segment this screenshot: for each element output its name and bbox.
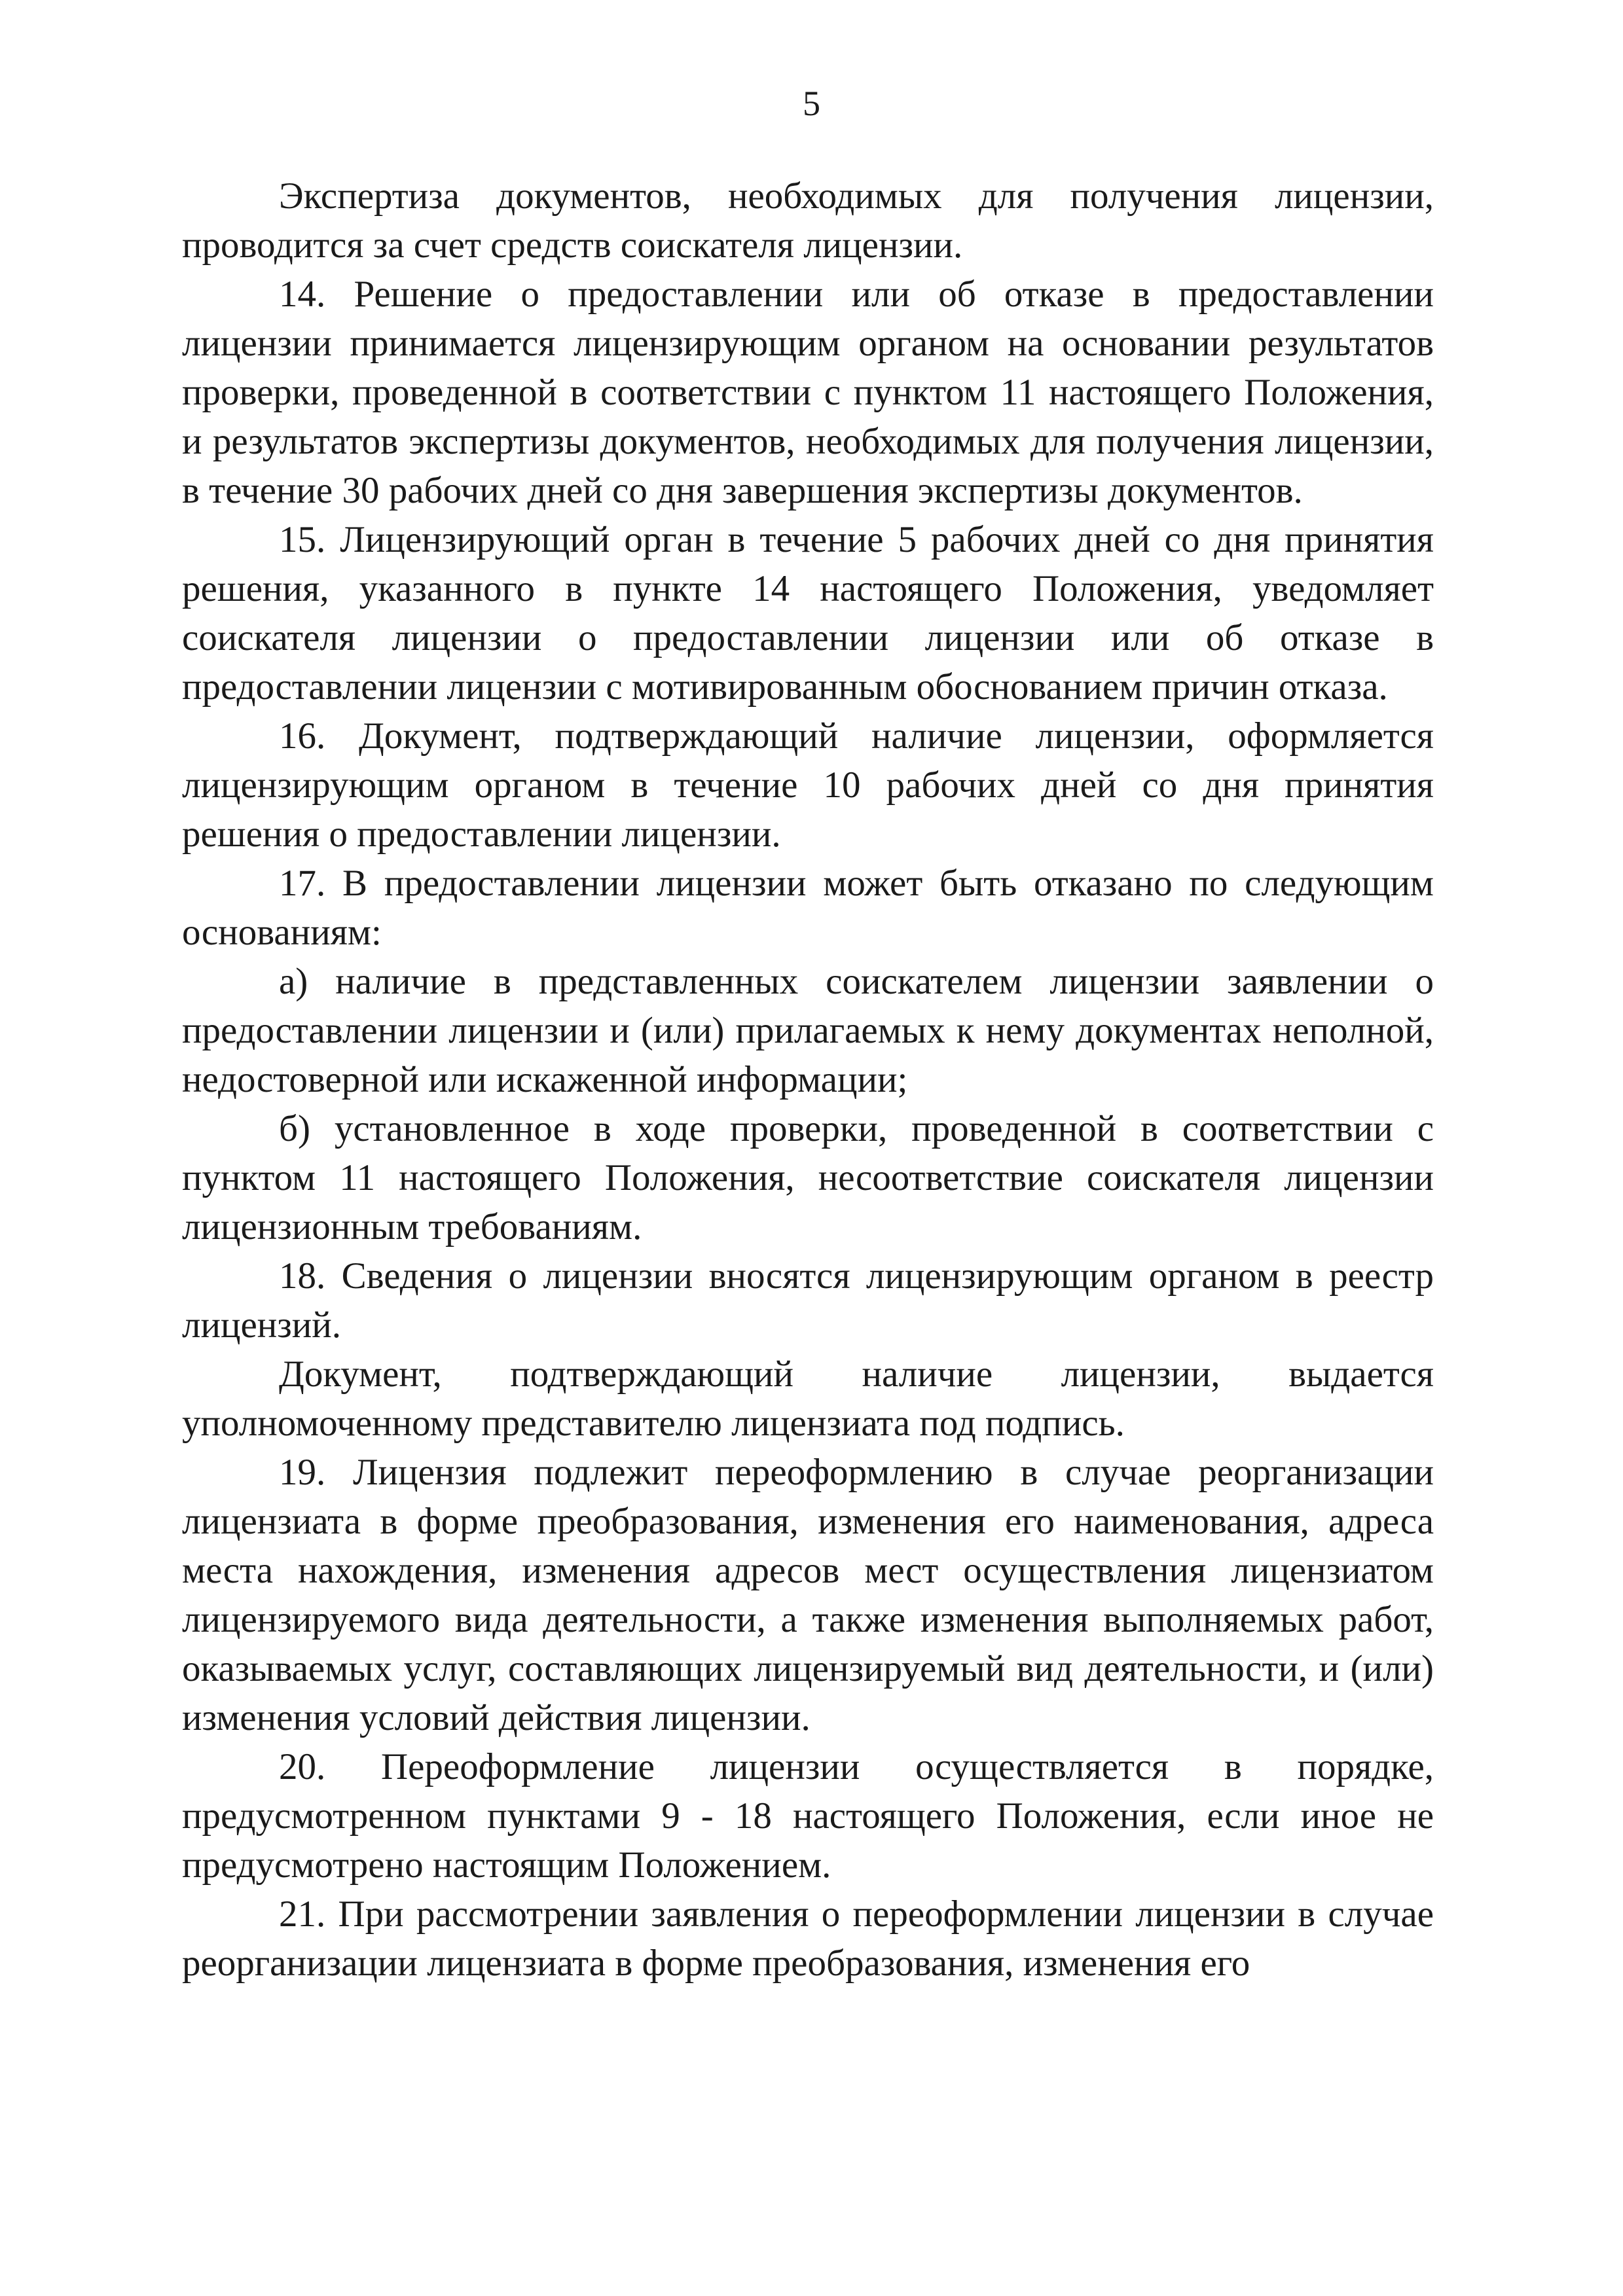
paragraph-18-document: Документ, подтверждающий наличие лицензии, выдается уполномоченному представителю лицензиата под подпись. [182, 1354, 1434, 1444]
paragraph-14: 14. Решение о предоставлении или об отказе в предоставлении лицензии принимается лицензирующим органом на основании результатов проверки, проведенной в соответствии с пунктом 11 настоящего Положения, и результатов экспертизы документов, необходимых для получения лицензии, в течение 30 рабочих дней со дня завершения экспертизы документов. [182, 274, 1434, 511]
paragraph-20: 20. Переоформление лицензии осуществляется в порядке, предусмотренном пунктами 9 - 18 настоящего Положения, если иное не предусмотрено настоящим Положением. [182, 1746, 1434, 1886]
page-number: 5 [803, 84, 820, 123]
paragraph-16: 16. Документ, подтверждающий наличие лицензии, оформляется лицензирующим органом в течение 10 рабочих дней со дня принятия решения о предоставлении лицензии. [182, 715, 1434, 855]
paragraph-18: 18. Сведения о лицензии вносятся лицензирующим органом в реестр лицензий. [182, 1255, 1434, 1346]
paragraph-17-b: б) установленное в ходе проверки, проведенной в соответствии с пунктом 11 настоящего Положения, несоответствие соискателя лицензии лицензионным требованиям. [182, 1108, 1434, 1247]
paragraph-expertise-cost: Экспертиза документов, необходимых для получения лицензии, проводится за счет средств соискателя лицензии. [182, 175, 1434, 266]
paragraph-17-a: а) наличие в представленных соискателем лицензии заявлении о предоставлении лицензии и (или) прилагаемых к нему документах неполной, недостоверной или искаженной информации; [182, 961, 1434, 1100]
paragraph-19: 19. Лицензия подлежит переоформлению в случае реорганизации лицензиата в форме преобразования, изменения его наименования, адреса места нахождения, изменения адресов мест осуществления лицензиатом лицензируемого вида деятельности, а также изменения выполняемых работ, оказываемых услуг, составляющих лицензируемый вид деятельности, и (или) изменения условий действия лицензии. [182, 1452, 1434, 1738]
document-body [182, 171, 1434, 1988]
paragraph-15: 15. Лицензирующий орган в течение 5 рабочих дней со дня принятия решения, указанного в пункте 14 настоящего Положения, уведомляет соискателя лицензии о предоставлении лицензии или об отказе в предоставлении лицензии с мотивированным обоснованием причин отказа. [182, 519, 1434, 708]
paragraph-21: 21. При рассмотрении заявления о переоформлении лицензии в случае реорганизации лицензиата в форме преобразования, изменения его [182, 1893, 1434, 1984]
paragraph-17: 17. В предоставлении лицензии может быть отказано по следующим основаниям: [182, 863, 1434, 953]
